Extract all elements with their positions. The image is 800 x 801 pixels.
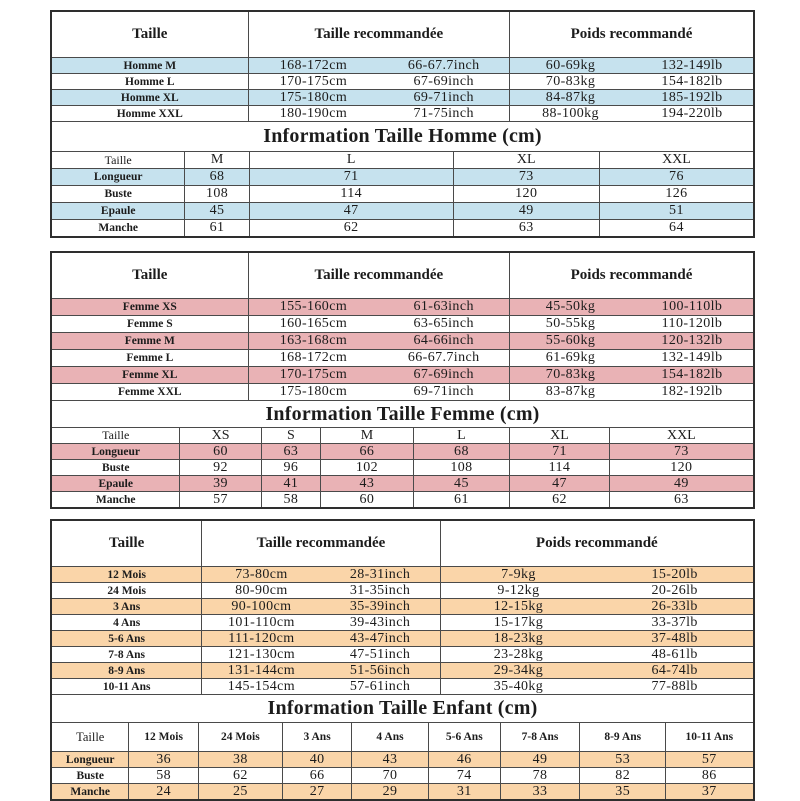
value-cell: 40 [282,752,351,767]
section-enfant [50,519,755,801]
table-row [52,598,753,614]
table-row [52,332,753,349]
weight-kg-cell: 23-28kg [440,647,597,662]
table-row [52,491,753,507]
value-cell: 68 [413,444,510,459]
row-label-cell: Buste [104,188,132,200]
column-header: XS [179,428,260,443]
recommendation-table-enfant [52,521,753,694]
info-table-enfant [52,722,753,799]
table-row [52,219,753,236]
weight-lb-cell: 37-48lb [651,631,698,646]
value-cell: 29 [351,784,427,799]
value-cell: 25 [198,784,282,799]
value-cell: 51 [599,203,753,219]
row-label-cell: 7-8 Ans [108,648,146,661]
weight-kg-cell: 29-34kg [440,663,597,678]
row-label-cell: Femme L [126,352,174,364]
column-header: XXL [609,428,753,443]
value-cell: 96 [261,460,321,475]
row-label-cell: Femme S [126,318,173,330]
value-cell: 38 [198,752,282,767]
weight-kg-cell: 84-87kg [509,90,631,105]
table-row [52,751,753,767]
table-row [52,662,753,678]
weight-kg-cell: 50-55kg [509,316,631,332]
weight-kg-cell: 7-9kg [440,567,597,582]
column-header: L [249,152,453,168]
recommendation-table-body [52,57,753,121]
value-cell: 71 [509,444,608,459]
weight-lb-cell: 154-182lb [661,74,723,89]
row-label-cell: 24 Mois [107,584,146,597]
weight-lb-cell: 132-149lb [661,58,723,73]
value-cell: 45 [413,476,510,491]
weight-kg-cell: 9-12kg [440,583,597,598]
value-cell: 60 [179,444,260,459]
size-cm-cell: 180-190cm [248,106,379,121]
value-cell: 73 [453,169,599,185]
row-label-cell: Homme M [123,59,177,72]
weight-kg-cell: 83-87kg [509,384,631,400]
value-cell: 76 [599,169,753,185]
table-row [52,443,753,459]
value-cell: 46 [428,752,500,767]
value-cell: 82 [579,768,665,783]
value-cell: 71 [249,169,453,185]
size-inch-cell: 43-47inch [349,631,411,646]
size-inch-cell: 31-35inch [349,583,411,598]
column-header: M [320,428,412,443]
table-row [52,105,753,121]
row-label-cell: Femme XXL [118,386,182,398]
weight-kg-cell: 60-69kg [509,58,631,73]
size-cm-cell: 175-180cm [248,90,379,105]
weight-kg-cell: 35-40kg [440,679,597,694]
value-cell: 62 [198,768,282,783]
info-table-body [52,168,753,236]
info-table-header [52,722,753,751]
weight-kg-cell: 61-69kg [509,350,631,366]
value-cell: 108 [413,460,510,475]
size-cm-cell: 170-175cm [248,367,379,383]
table-row [52,366,753,383]
size-cm-cell: 80-90cm [201,583,320,598]
weight-lb-cell: 64-74lb [651,663,698,678]
value-cell: 43 [351,752,427,767]
size-cm-cell: 131-144cm [201,663,320,678]
size-cm-cell: 73-80cm [201,567,320,582]
info-table-body [52,751,753,799]
table-row [52,475,753,491]
value-cell: 31 [428,784,500,799]
size-cm-cell: 101-110cm [201,615,320,630]
table-row [52,614,753,630]
recommendation-table-header [52,12,753,57]
size-inch-cell: 51-56inch [349,663,411,678]
row-label-cell: Femme XS [122,301,177,313]
table-row [52,767,753,783]
column-header: XL [453,152,599,168]
weight-lb-cell: 132-149lb [661,350,723,365]
column-header: 3 Ans [282,723,351,751]
table-row [52,89,753,105]
value-cell: 66 [320,444,412,459]
value-cell: 60 [320,492,412,507]
value-cell: 78 [500,768,579,783]
size-cm-cell: 121-130cm [201,647,320,662]
column-header-taille-recommandee: Taille recommandée [248,253,509,298]
size-inch-cell: 66-67.7inch [407,350,480,365]
value-cell: 74 [428,768,500,783]
size-inch-cell: 63-65inch [413,316,474,331]
value-cell: 114 [509,460,608,475]
weight-lb-cell: 15-20lb [651,567,698,582]
table-row [52,298,753,315]
column-header: 8-9 Ans [579,723,665,751]
column-header-taille-recommandee: Taille recommandée [248,12,509,57]
row-label-cell: 3 Ans [113,600,141,613]
weight-kg-cell: 55-60kg [509,333,631,349]
value-cell: 43 [320,476,412,491]
weight-lb-cell: 194-220lb [661,106,723,121]
size-inch-cell: 71-75inch [413,106,474,121]
row-label-cell: 8-9 Ans [108,664,146,677]
column-header-taille: Taille [132,267,168,283]
weight-lb-cell: 154-182lb [661,367,723,382]
table-row [52,168,753,185]
table-row [52,630,753,646]
value-cell: 70 [351,768,427,783]
value-cell: 62 [249,220,453,236]
value-cell: 33 [500,784,579,799]
recommendation-table-header [52,521,753,566]
row-label-cell: Epaule [98,477,133,490]
value-cell: 126 [599,186,753,202]
row-label-cell: Longueur [65,753,115,766]
section-femme [50,251,755,509]
recommendation-table-femme [52,253,753,400]
info-table-homme [52,151,753,236]
weight-lb-cell: 120-132lb [661,333,723,348]
weight-kg-cell: 70-83kg [509,74,631,89]
weight-kg-cell: 70-83kg [509,367,631,383]
weight-kg-cell: 45-50kg [509,299,631,315]
value-cell: 58 [261,492,321,507]
size-cm-cell: 175-180cm [248,384,379,400]
size-cm-cell: 155-160cm [248,299,379,315]
table-row [52,783,753,799]
column-header: M [184,152,248,168]
value-cell: 61 [413,492,510,507]
table-row [52,73,753,89]
recommendation-table-homme [52,12,753,121]
value-cell: 45 [184,203,248,219]
value-cell: 61 [184,220,248,236]
size-inch-cell: 69-71inch [413,384,474,399]
table-row [52,57,753,73]
size-inch-cell: 35-39inch [349,599,411,614]
value-cell: 47 [509,476,608,491]
column-header: XXL [599,152,753,168]
value-cell: 49 [453,203,599,219]
value-cell: 92 [179,460,260,475]
recommendation-table-header [52,253,753,298]
value-cell: 62 [509,492,608,507]
weight-kg-cell: 12-15kg [440,599,597,614]
value-cell: 63 [609,492,753,507]
row-label-cell: Homme XXL [116,107,183,120]
row-label-cell: Epaule [100,205,136,217]
value-cell: 68 [184,169,248,185]
value-cell: 47 [249,203,453,219]
table-row [52,202,753,219]
column-header-taille: Taille [132,26,168,42]
table-row [52,566,753,582]
column-header-poids-recommande: Poids recommandé [509,12,753,57]
weight-kg-cell: 18-23kg [440,631,597,646]
table-row [52,315,753,332]
size-cm-cell: 163-168cm [248,333,379,349]
column-header: 7-8 Ans [500,723,579,751]
table-row [52,185,753,202]
value-cell: 53 [579,752,665,767]
section-homme [50,10,755,238]
table-row [52,646,753,662]
column-header: 10-11 Ans [665,723,752,751]
recommendation-table-body [52,566,753,694]
row-label-cell: Buste [76,769,104,782]
column-header: 5-6 Ans [428,723,500,751]
value-cell: 35 [579,784,665,799]
row-label-cell: Longueur [93,171,143,183]
info-table-femme [52,427,753,507]
size-inch-cell: 28-31inch [349,567,411,582]
size-cm-cell: 170-175cm [248,74,379,89]
row-label-cell: 4 Ans [113,616,141,629]
column-header: 12 Mois [128,723,197,751]
value-cell: 24 [128,784,197,799]
recommendation-table-body [52,298,753,400]
weight-lb-cell: 185-192lb [661,90,723,105]
value-cell: 58 [128,768,197,783]
value-cell: 102 [320,460,412,475]
value-cell: 27 [282,784,351,799]
value-cell: 63 [453,220,599,236]
value-cell: 37 [665,784,752,799]
size-inch-cell: 64-66inch [413,333,474,348]
column-header: XL [509,428,608,443]
column-header-taille-recommandee: Taille recommandée [201,521,439,566]
column-header: Taille [104,152,132,167]
section-title-enfant: Information Taille Enfant (cm) [52,694,753,722]
info-table-body [52,443,753,507]
value-cell: 66 [282,768,351,783]
size-inch-cell: 66-67.7inch [407,58,480,73]
value-cell: 114 [249,186,453,202]
value-cell: 41 [261,476,321,491]
row-label-cell: Femme M [124,335,175,347]
size-cm-cell: 168-172cm [248,350,379,366]
value-cell: 49 [609,476,753,491]
size-inch-cell: 57-61inch [349,679,411,694]
row-label-cell: Femme XL [122,369,178,381]
size-inch-cell: 61-63inch [413,299,474,314]
column-header: 4 Ans [351,723,427,751]
value-cell: 120 [609,460,753,475]
weight-lb-cell: 26-33lb [651,599,698,614]
value-cell: 36 [128,752,197,767]
column-header: S [261,428,321,443]
size-cm-cell: 168-172cm [248,58,379,73]
size-cm-cell: 145-154cm [201,679,320,694]
column-header-poids-recommande: Poids recommandé [509,253,753,298]
value-cell: 108 [184,186,248,202]
info-table-header [52,427,753,443]
row-label-cell: Homme L [125,75,175,88]
row-label-cell: Homme XL [120,91,179,104]
weight-lb-cell: 77-88lb [651,679,698,694]
column-header-taille: Taille [109,535,145,551]
table-row [52,582,753,598]
size-inch-cell: 69-71inch [413,90,474,105]
row-label-cell: Manche [98,222,138,234]
value-cell: 73 [609,444,753,459]
weight-lb-cell: 48-61lb [651,647,698,662]
value-cell: 49 [500,752,579,767]
weight-lb-cell: 20-26lb [651,583,698,598]
value-cell: 86 [665,768,752,783]
weight-lb-cell: 33-37lb [651,615,698,630]
size-cm-cell: 160-165cm [248,316,379,332]
size-inch-cell: 67-69inch [413,367,474,382]
size-cm-cell: 111-120cm [201,631,320,646]
row-label-cell: Longueur [91,445,141,458]
weight-kg-cell: 88-100kg [509,106,631,121]
value-cell: 57 [665,752,752,767]
weight-lb-cell: 110-120lb [661,316,723,331]
section-title-homme: Information Taille Homme (cm) [52,121,753,151]
size-inch-cell: 67-69inch [413,74,474,89]
column-header: Taille [102,428,130,442]
value-cell: 63 [261,444,321,459]
row-label-cell: Buste [101,461,130,474]
size-cm-cell: 90-100cm [201,599,320,614]
section-title-femme: Information Taille Femme (cm) [52,400,753,427]
value-cell: 120 [453,186,599,202]
column-header-poids-recommande: Poids recommandé [440,521,753,566]
row-label-cell: 5-6 Ans [108,632,146,645]
table-row [52,349,753,366]
weight-lb-cell: 100-110lb [661,299,723,314]
column-header: 24 Mois [198,723,282,751]
info-table-header [52,151,753,168]
table-row [52,459,753,475]
weight-lb-cell: 182-192lb [661,384,723,399]
table-row [52,383,753,400]
size-inch-cell: 47-51inch [349,647,411,662]
size-inch-cell: 39-43inch [349,615,411,630]
table-row [52,678,753,694]
column-header: L [413,428,510,443]
value-cell: 64 [599,220,753,236]
row-label-cell: 10-11 Ans [102,680,151,693]
value-cell: 39 [179,476,260,491]
value-cell: 57 [179,492,260,507]
weight-kg-cell: 15-17kg [440,615,597,630]
row-label-cell: Manche [95,493,136,506]
row-label-cell: Manche [70,785,110,798]
column-header: Taille [76,729,105,744]
row-label-cell: 12 Mois [107,568,146,581]
